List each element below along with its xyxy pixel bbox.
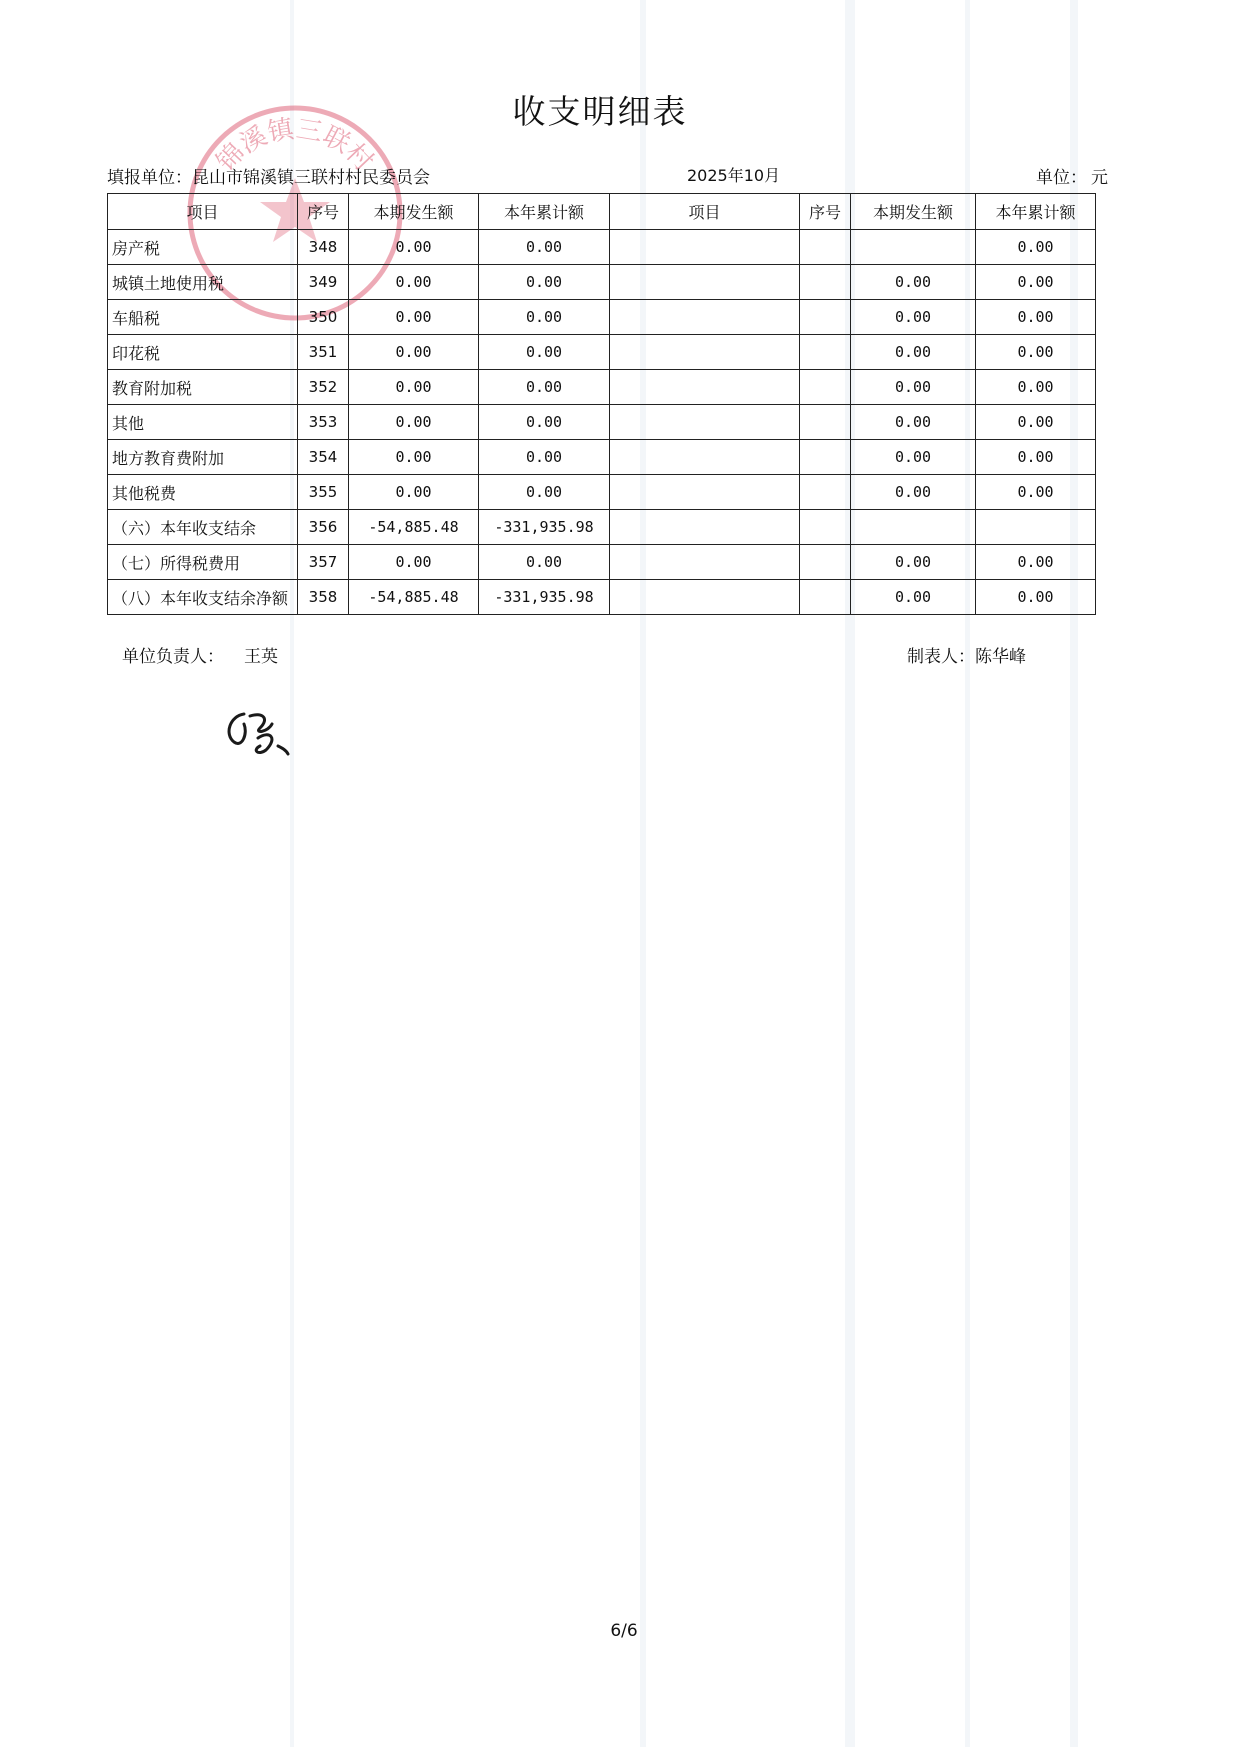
row-period-amount: 0.00 — [349, 265, 479, 300]
reporting-unit-label: 填报单位： — [107, 168, 192, 188]
row-seq-right — [800, 335, 851, 370]
row-seq: 352 — [298, 370, 349, 405]
row-period-amount-right: 0.00 — [851, 580, 976, 615]
row-ytd-amount: -331,935.98 — [479, 580, 610, 615]
row-period-amount-right: 0.00 — [851, 440, 976, 475]
row-seq-right — [800, 265, 851, 300]
row-item-right — [610, 230, 800, 265]
row-period-amount: 0.00 — [349, 405, 479, 440]
row-ytd-amount: 0.00 — [479, 440, 610, 475]
header-seq-right: 序号 — [800, 194, 851, 230]
row-ytd-amount: 0.00 — [479, 405, 610, 440]
row-item: 印花税 — [108, 335, 298, 370]
handwritten-signature — [222, 694, 322, 774]
seal-text: 锦溪镇三联村 — [211, 114, 379, 178]
row-ytd-amount: 0.00 — [479, 230, 610, 265]
currency-unit — [1036, 163, 1108, 188]
header-item-right: 项目 — [610, 194, 800, 230]
row-seq: 349 — [298, 265, 349, 300]
row-period-amount-right: 0.00 — [851, 300, 976, 335]
row-item-right — [610, 265, 800, 300]
table-row — [108, 475, 1096, 510]
table-row — [108, 335, 1096, 370]
row-seq: 351 — [298, 335, 349, 370]
row-seq: 356 — [298, 510, 349, 545]
unit-head — [122, 642, 278, 667]
row-item-right — [610, 370, 800, 405]
reporting-unit — [107, 163, 430, 188]
table-row — [108, 370, 1096, 405]
row-period-amount: 0.00 — [349, 370, 479, 405]
reporting-unit-name: 昆山市锦溪镇三联村村民委员会 — [192, 168, 430, 188]
row-period-amount: 0.00 — [349, 440, 479, 475]
row-item: 车船税 — [108, 300, 298, 335]
row-seq-right — [800, 300, 851, 335]
row-seq-right — [800, 545, 851, 580]
row-period-amount: 0.00 — [349, 300, 479, 335]
header-ytd-amount: 本年累计额 — [479, 194, 610, 230]
row-ytd-amount: 0.00 — [479, 545, 610, 580]
row-item: 教育附加税 — [108, 370, 298, 405]
row-seq: 354 — [298, 440, 349, 475]
row-seq-right — [800, 580, 851, 615]
table-row — [108, 545, 1096, 580]
header-period-amount: 本期发生额 — [349, 194, 479, 230]
header-ytd-amount-right: 本年累计额 — [976, 194, 1096, 230]
row-ytd-amount-right: 0.00 — [976, 475, 1096, 510]
row-seq-right — [800, 510, 851, 545]
row-ytd-amount-right — [976, 510, 1096, 545]
preparer-label: 制表人： — [907, 647, 975, 667]
row-ytd-amount-right: 0.00 — [976, 440, 1096, 475]
row-period-amount: 0.00 — [349, 230, 479, 265]
preparer-name: 陈华峰 — [975, 647, 1026, 667]
row-ytd-amount-right: 0.00 — [976, 405, 1096, 440]
row-period-amount-right: 0.00 — [851, 265, 976, 300]
row-period-amount-right — [851, 510, 976, 545]
row-period-amount: 0.00 — [349, 335, 479, 370]
preparer — [907, 642, 1026, 667]
row-item-right — [610, 440, 800, 475]
row-period-amount: -54,885.48 — [349, 580, 479, 615]
row-seq: 353 — [298, 405, 349, 440]
row-seq: 355 — [298, 475, 349, 510]
row-period-amount-right: 0.00 — [851, 545, 976, 580]
row-item: （六）本年收支结余 — [108, 510, 298, 545]
row-ytd-amount-right: 0.00 — [976, 265, 1096, 300]
income-expense-table — [107, 193, 1096, 615]
unit-head-name: 王英 — [244, 647, 278, 667]
row-item-right — [610, 510, 800, 545]
row-ytd-amount-right: 0.00 — [976, 370, 1096, 405]
row-ytd-amount: 0.00 — [479, 370, 610, 405]
row-ytd-amount-right: 0.00 — [976, 300, 1096, 335]
table-header-row — [108, 194, 1096, 230]
row-period-amount-right: 0.00 — [851, 475, 976, 510]
row-item: 城镇土地使用税 — [108, 265, 298, 300]
row-item: 其他 — [108, 405, 298, 440]
row-period-amount: 0.00 — [349, 545, 479, 580]
page-title: 收支明细表 — [512, 92, 688, 131]
table-row — [108, 440, 1096, 475]
row-seq-right — [800, 475, 851, 510]
row-item: 地方教育费附加 — [108, 440, 298, 475]
report-period: 2025年10月 — [687, 166, 781, 185]
header-period-amount-right: 本期发生额 — [851, 194, 976, 230]
row-seq: 350 — [298, 300, 349, 335]
row-item: （八）本年收支结余净额 — [108, 580, 298, 615]
row-ytd-amount: 0.00 — [479, 300, 610, 335]
row-item-right — [610, 335, 800, 370]
header-item: 项目 — [108, 194, 298, 230]
row-item-right — [610, 580, 800, 615]
row-seq: 358 — [298, 580, 349, 615]
header-seq: 序号 — [298, 194, 349, 230]
row-item-right — [610, 405, 800, 440]
row-ytd-amount-right: 0.00 — [976, 230, 1096, 265]
table-row — [108, 510, 1096, 545]
row-seq-right — [800, 370, 851, 405]
row-period-amount: 0.00 — [349, 475, 479, 510]
row-item-right — [610, 300, 800, 335]
page-number: 6/6 — [610, 1621, 638, 1641]
unit-head-label: 单位负责人： — [122, 647, 224, 667]
row-ytd-amount: -331,935.98 — [479, 510, 610, 545]
currency-unit-value: 元 — [1091, 168, 1108, 188]
row-ytd-amount-right: 0.00 — [976, 580, 1096, 615]
table-row — [108, 300, 1096, 335]
row-item: 房产税 — [108, 230, 298, 265]
row-item: （七）所得税费用 — [108, 545, 298, 580]
row-period-amount: -54,885.48 — [349, 510, 479, 545]
table-row — [108, 265, 1096, 300]
row-ytd-amount: 0.00 — [479, 475, 610, 510]
row-seq-right — [800, 440, 851, 475]
row-item-right — [610, 475, 800, 510]
row-ytd-amount-right: 0.00 — [976, 545, 1096, 580]
row-ytd-amount-right: 0.00 — [976, 335, 1096, 370]
row-ytd-amount: 0.00 — [479, 335, 610, 370]
table-row — [108, 230, 1096, 265]
row-seq-right — [800, 405, 851, 440]
table-row — [108, 580, 1096, 615]
row-item: 其他税费 — [108, 475, 298, 510]
row-period-amount-right: 0.00 — [851, 405, 976, 440]
row-period-amount-right — [851, 230, 976, 265]
row-period-amount-right: 0.00 — [851, 370, 976, 405]
row-ytd-amount: 0.00 — [479, 265, 610, 300]
row-item-right — [610, 545, 800, 580]
row-seq: 357 — [298, 545, 349, 580]
currency-unit-label: 单位： — [1036, 168, 1087, 188]
row-period-amount-right: 0.00 — [851, 335, 976, 370]
table-row — [108, 405, 1096, 440]
row-seq: 348 — [298, 230, 349, 265]
row-seq-right — [800, 230, 851, 265]
